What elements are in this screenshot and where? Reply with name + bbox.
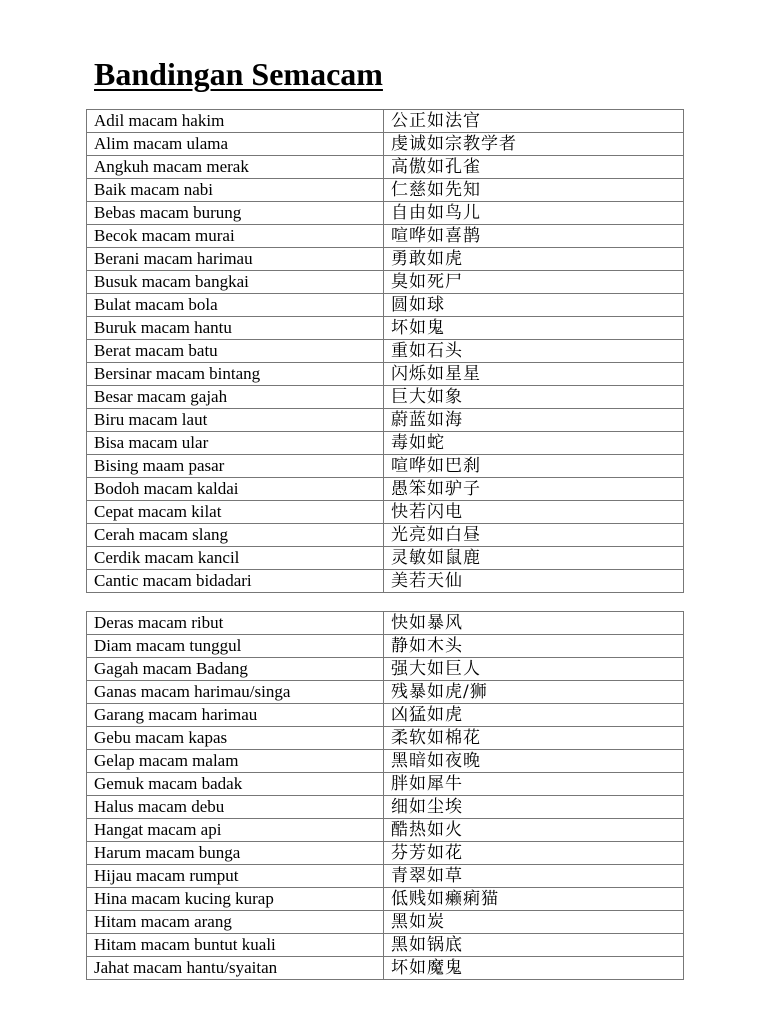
malay-phrase-cell: Angkuh macam merak <box>87 156 384 179</box>
table-row <box>87 156 684 179</box>
table-row <box>87 133 684 156</box>
table-row <box>87 294 684 317</box>
malay-phrase-cell: Halus macam debu <box>87 796 384 819</box>
table-row <box>87 271 684 294</box>
malay-phrase-cell: Harum macam bunga <box>87 842 384 865</box>
table-row <box>87 681 684 704</box>
chinese-translation-cell: 圆如球 <box>384 294 684 317</box>
chinese-translation-cell: 黑如炭 <box>384 911 684 934</box>
table-row <box>87 501 684 524</box>
table-row <box>87 432 684 455</box>
chinese-translation-cell: 残暴如虎/狮 <box>384 681 684 704</box>
phrase-table-1-body <box>87 110 684 593</box>
table-row <box>87 658 684 681</box>
malay-phrase-cell: Gemuk macam badak <box>87 773 384 796</box>
chinese-translation-cell: 臭如死尸 <box>384 271 684 294</box>
malay-phrase-cell: Hangat macam api <box>87 819 384 842</box>
table-row <box>87 317 684 340</box>
table-row <box>87 704 684 727</box>
phrase-table-2 <box>86 611 684 980</box>
table-row <box>87 340 684 363</box>
malay-phrase-cell: Adil macam hakim <box>87 110 384 133</box>
malay-phrase-cell: Baik macam nabi <box>87 179 384 202</box>
table-row <box>87 888 684 911</box>
table-row <box>87 796 684 819</box>
table-row <box>87 635 684 658</box>
chinese-translation-cell: 黑暗如夜晚 <box>384 750 684 773</box>
chinese-translation-cell: 青翠如草 <box>384 865 684 888</box>
table-row <box>87 842 684 865</box>
chinese-translation-cell: 细如尘埃 <box>384 796 684 819</box>
table-row <box>87 934 684 957</box>
malay-phrase-cell: Buruk macam hantu <box>87 317 384 340</box>
phrase-table-1 <box>86 109 684 593</box>
malay-phrase-cell: Diam macam tunggul <box>87 635 384 658</box>
table-row <box>87 911 684 934</box>
chinese-translation-cell: 静如木头 <box>384 635 684 658</box>
chinese-translation-cell: 光亮如白昼 <box>384 524 684 547</box>
malay-phrase-cell: Gebu macam kapas <box>87 727 384 750</box>
table-row <box>87 409 684 432</box>
malay-phrase-cell: Alim macam ulama <box>87 133 384 156</box>
chinese-translation-cell: 自由如鸟儿 <box>384 202 684 225</box>
table-row <box>87 248 684 271</box>
chinese-translation-cell: 黑如锅底 <box>384 934 684 957</box>
chinese-translation-cell: 快若闪电 <box>384 501 684 524</box>
malay-phrase-cell: Gelap macam malam <box>87 750 384 773</box>
chinese-translation-cell: 公正如法官 <box>384 110 684 133</box>
table-row <box>87 478 684 501</box>
malay-phrase-cell: Bulat macam bola <box>87 294 384 317</box>
malay-phrase-cell: Cerah macam slang <box>87 524 384 547</box>
chinese-translation-cell: 胖如犀牛 <box>384 773 684 796</box>
table-row <box>87 819 684 842</box>
malay-phrase-cell: Bebas macam burung <box>87 202 384 225</box>
table-row <box>87 202 684 225</box>
malay-phrase-cell: Berani macam harimau <box>87 248 384 271</box>
table-row <box>87 524 684 547</box>
chinese-translation-cell: 喧哗如喜鹊 <box>384 225 684 248</box>
chinese-translation-cell: 虔诚如宗教学者 <box>384 133 684 156</box>
malay-phrase-cell: Busuk macam bangkai <box>87 271 384 294</box>
malay-phrase-cell: Biru macam laut <box>87 409 384 432</box>
chinese-translation-cell: 凶猛如虎 <box>384 704 684 727</box>
table-row <box>87 363 684 386</box>
malay-phrase-cell: Bodoh macam kaldai <box>87 478 384 501</box>
table-row <box>87 179 684 202</box>
table-row <box>87 750 684 773</box>
chinese-translation-cell: 蔚蓝如海 <box>384 409 684 432</box>
phrase-table-2-body <box>87 612 684 980</box>
chinese-translation-cell: 坏如魔鬼 <box>384 957 684 980</box>
chinese-translation-cell: 低贱如癞痢猫 <box>384 888 684 911</box>
malay-phrase-cell: Bising maam pasar <box>87 455 384 478</box>
chinese-translation-cell: 快如暴风 <box>384 612 684 635</box>
page-title: Bandingan Semacam <box>94 56 383 92</box>
table-row <box>87 225 684 248</box>
table-row <box>87 957 684 980</box>
table-row <box>87 773 684 796</box>
table-row <box>87 110 684 133</box>
chinese-translation-cell: 柔软如棉花 <box>384 727 684 750</box>
malay-phrase-cell: Hitam macam buntut kuali <box>87 934 384 957</box>
table-row <box>87 865 684 888</box>
table-row <box>87 727 684 750</box>
malay-phrase-cell: Hijau macam rumput <box>87 865 384 888</box>
malay-phrase-cell: Hitam macam arang <box>87 911 384 934</box>
malay-phrase-cell: Bisa macam ular <box>87 432 384 455</box>
chinese-translation-cell: 芬芳如花 <box>384 842 684 865</box>
table-row <box>87 547 684 570</box>
malay-phrase-cell: Deras macam ribut <box>87 612 384 635</box>
chinese-translation-cell: 闪烁如星星 <box>384 363 684 386</box>
chinese-translation-cell: 强大如巨人 <box>384 658 684 681</box>
malay-phrase-cell: Cantic macam bidadari <box>87 570 384 593</box>
chinese-translation-cell: 仁慈如先知 <box>384 179 684 202</box>
malay-phrase-cell: Becok macam murai <box>87 225 384 248</box>
chinese-translation-cell: 灵敏如鼠鹿 <box>384 547 684 570</box>
malay-phrase-cell: Ganas macam harimau/singa <box>87 681 384 704</box>
malay-phrase-cell: Bersinar macam bintang <box>87 363 384 386</box>
chinese-translation-cell: 愚笨如驴子 <box>384 478 684 501</box>
chinese-translation-cell: 重如石头 <box>384 340 684 363</box>
chinese-translation-cell: 喧哗如巴刹 <box>384 455 684 478</box>
chinese-translation-cell: 毒如蛇 <box>384 432 684 455</box>
malay-phrase-cell: Cepat macam kilat <box>87 501 384 524</box>
malay-phrase-cell: Jahat macam hantu/syaitan <box>87 957 384 980</box>
malay-phrase-cell: Garang macam harimau <box>87 704 384 727</box>
malay-phrase-cell: Besar macam gajah <box>87 386 384 409</box>
malay-phrase-cell: Berat macam batu <box>87 340 384 363</box>
malay-phrase-cell: Cerdik macam kancil <box>87 547 384 570</box>
table-row <box>87 455 684 478</box>
malay-phrase-cell: Gagah macam Badang <box>87 658 384 681</box>
table-row <box>87 612 684 635</box>
chinese-translation-cell: 勇敢如虎 <box>384 248 684 271</box>
chinese-translation-cell: 巨大如象 <box>384 386 684 409</box>
malay-phrase-cell: Hina macam kucing kurap <box>87 888 384 911</box>
chinese-translation-cell: 美若天仙 <box>384 570 684 593</box>
chinese-translation-cell: 高傲如孔雀 <box>384 156 684 179</box>
table-row <box>87 386 684 409</box>
table-row <box>87 570 684 593</box>
chinese-translation-cell: 坏如鬼 <box>384 317 684 340</box>
chinese-translation-cell: 酷热如火 <box>384 819 684 842</box>
